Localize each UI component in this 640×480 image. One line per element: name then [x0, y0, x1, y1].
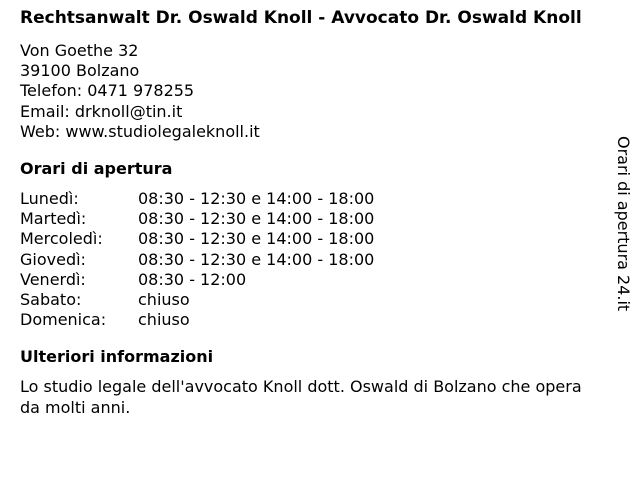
hours-time: 08:30 - 12:30 e 14:00 - 18:00	[138, 189, 375, 209]
hours-row-wednesday	[20, 229, 592, 249]
hours-time: 08:30 - 12:30 e 14:00 - 18:00	[138, 249, 375, 269]
hours-row-sunday	[20, 310, 592, 330]
more-info-heading: Ulteriori informazioni	[20, 347, 214, 367]
hours-row-thursday	[20, 250, 592, 270]
address-street: Von Goethe 32	[20, 41, 139, 60]
site-watermark	[612, 136, 634, 312]
more-info-text: Lo studio legale dell'avvocato Knoll dott. Oswald di Bolzano che opera da molti anni.	[20, 377, 582, 417]
address-phone: Telefon: 0471 978255	[20, 81, 195, 101]
hours-row-saturday	[20, 290, 592, 310]
hours-day: Venerdì:	[20, 269, 86, 289]
hours-row-tuesday	[20, 209, 592, 229]
hours-time: 08:30 - 12:00	[138, 269, 247, 289]
hours-day: Giovedì:	[20, 249, 86, 269]
page-title: Rechtsanwalt Dr. Oswald Knoll - Avvocato Dr. Oswald Knoll	[20, 8, 582, 28]
address-block	[20, 41, 592, 142]
address-city: 39100 Bolzano	[20, 61, 140, 81]
hours-day: Sabato:	[20, 290, 82, 310]
business-card	[20, 9, 592, 418]
hours-time: chiuso	[138, 310, 190, 330]
hours-day: Domenica:	[20, 310, 107, 330]
address-web: Web: www.studiolegaleknoll.it	[20, 121, 260, 141]
hours-day: Mercoledì:	[20, 229, 103, 249]
hours-row-friday	[20, 270, 592, 290]
hours-time: chiuso	[138, 290, 190, 310]
hours-time: 08:30 - 12:30 e 14:00 - 18:00	[138, 209, 375, 229]
opening-hours-heading: Orari di apertura	[20, 159, 173, 179]
hours-day: Martedì:	[20, 209, 87, 229]
hours-day: Lunedì:	[20, 189, 79, 209]
hours-time: 08:30 - 12:30 e 14:00 - 18:00	[138, 229, 375, 249]
address-email: Email: drknoll@tin.it	[20, 101, 183, 121]
hours-row-monday	[20, 189, 592, 209]
site-watermark-text: Orari di apertura 24.it	[614, 136, 633, 312]
opening-hours-table	[20, 189, 592, 330]
